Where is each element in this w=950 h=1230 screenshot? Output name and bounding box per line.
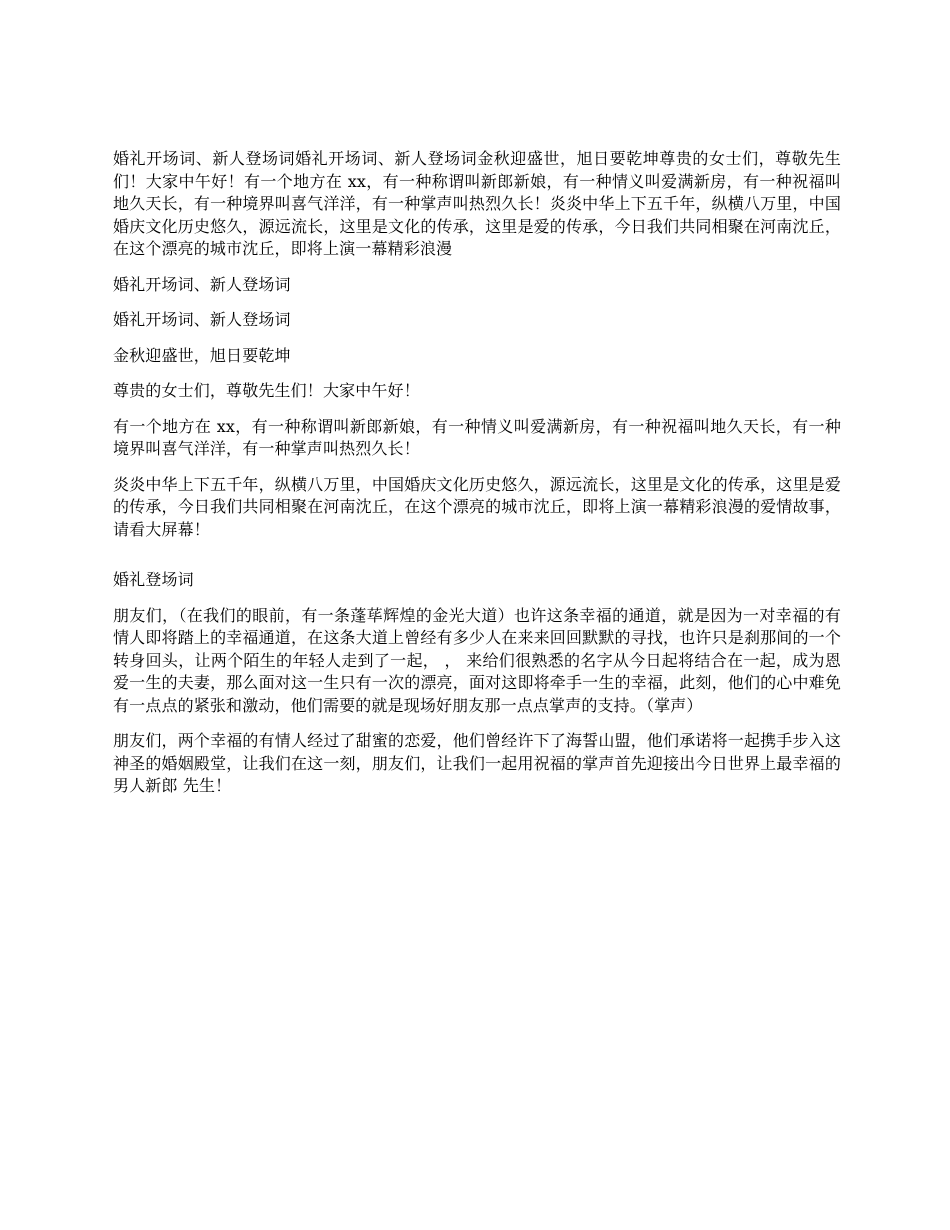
heading-opening-2: 婚礼开场词、新人登场词	[113, 310, 291, 329]
section-gap	[113, 554, 841, 569]
document-page	[113, 148, 841, 811]
opening-line-autumn: 金秋迎盛世，旭日要乾坤	[113, 345, 291, 365]
paragraph-friends-1: 朋友们，（在我们的眼前，有一条蓬荜辉煌的金光大道）也许这条幸福的通道，就是因为一对幸福的有情人即将踏上的幸福通道，在这条大道上曾经有多少人在来来回回默默的寻找，也许只是刹那间的一个转身回头，让两个陌生的年轻人走到了一起， ， 来给们很熟悉的名字从今日起将结合在一起，成为恩爱一生的夫妻，那么面对这一生只有一次的漂亮，面对这即将牵手一生的幸福，此刻，他们的心中难免有一点点的紧张和激动，他们需要的就是现场好朋友那一点点掌声的支持。（掌声）	[113, 605, 841, 715]
paragraph-place: 有一个地方在 xx，有一种称谓叫新郎新娘，有一种情义叫爱满新房，有一种祝福叫地久天长，有一种境界叫喜气洋洋，有一种掌声叫热烈久长！	[113, 416, 841, 458]
intro-paragraph: 婚礼开场词、新人登场词婚礼开场词、新人登场词金秋迎盛世，旭日要乾坤尊贵的女士们，尊敬先生们！大家中午好！有一个地方在 xx，有一种称谓叫新郎新娘，有一种情义叫爱满新房，有一种祝福叫地久天长，有一种境界叫喜气洋洋，有一种掌声叫热烈久长！炎炎中华上下五千年，纵横八万里，中国婚庆文化历史悠久，源远流长，这里是文化的传承，这里是爱的传承，今日我们共同相聚在河南沈丘，在这个漂亮的城市沈丘，即将上演一幕精彩浪漫	[113, 149, 841, 258]
heading-entrance: 婚礼登场词	[113, 570, 194, 589]
greeting-line: 尊贵的女士们，尊敬先生们！大家中午好！	[113, 381, 420, 400]
paragraph-friends-2: 朋友们，两个幸福的有情人经过了甜蜜的恋爱，他们曾经许下了海誓山盟，他们承诺将一起携手步入这神圣的婚姻殿堂，让我们在这一刻，朋友们，让我们一起用祝福的掌声首先迎接出今日世界上最幸福的男人新郎 先生！	[113, 731, 841, 795]
heading-opening-1: 婚礼开场词、新人登场词	[113, 274, 291, 294]
paragraph-culture: 炎炎中华上下五千年，纵横八万里，中国婚庆文化历史悠久，源远流长，这里是文化的传承，这里是爱的传承，今日我们共同相聚在河南沈丘，在这个漂亮的城市沈丘，即将上演一幕精彩浪漫的爱情故事，请看大屏幕！	[113, 474, 841, 539]
